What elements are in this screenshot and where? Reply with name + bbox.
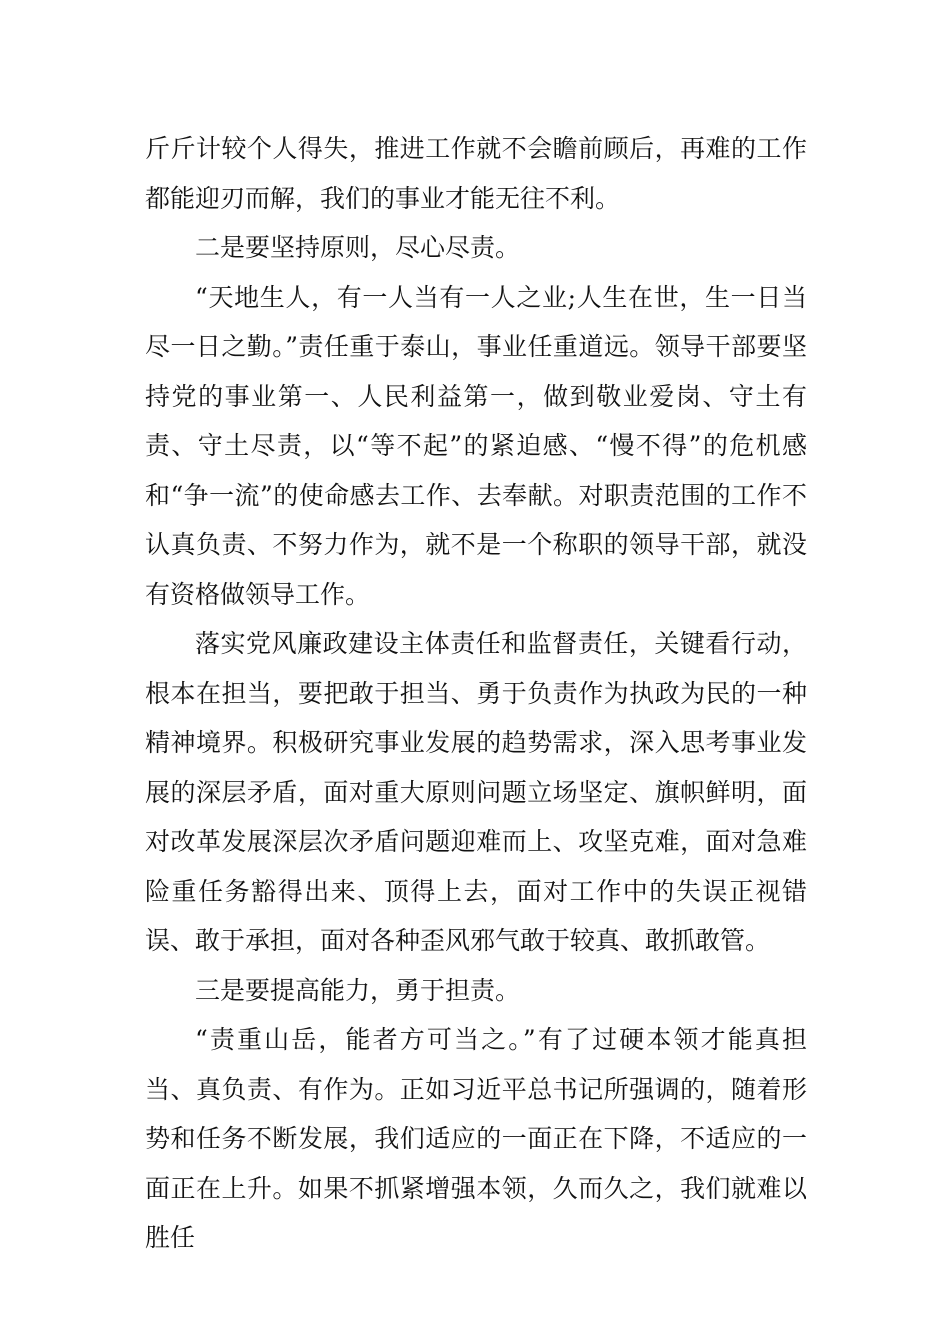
paragraph-4: 落实党风廉政建设主体责任和监督责任，关键看行动，根本在担当，要把敢于担当、勇于负责作为执政为民的一种精神境界。积极研究事业发展的趋势需求，深入思考事业发展的深层矛盾，面对重大原则问题立场坚定、旗帜鲜明，面对改革发展深层次矛盾问题迎难而上、攻坚克难，面对急难险重任务豁得出来、顶得上去，面对工作中的失误正视错误、敢于承担，面对各种歪风邪气敢于较真、敢抓敢管。 (145, 629, 807, 955)
document-page (145, 124, 807, 1263)
paragraph-3: “天地生人，有一人当有一人之业;人生在世，生一日当尽一日之勤。”责任重于泰山，事业任重道远。领导干部要坚持党的事业第一、人民利益第一，做到敬业爱岗、守土有责、守土尽责，以“等不起”的紧迫感、“慢不得”的危机感和“争一流”的使命感去工作、去奉献。对职责范围的工作不认真负责、不努力作为，就不是一个称职的领导干部，就没有资格做领导工作。 (145, 282, 807, 609)
section-heading-two: 二是要坚持原则，尽心尽责。 (195, 233, 521, 262)
section-heading-three: 三是要提高能力，勇于担责。 (195, 975, 521, 1005)
paragraph-6: “责重山岳，能者方可当之。”有了过硬本领才能真担当、真负责、有作为。正如习近平总书记所强调的，随着形势和任务不断发展，我们适应的一面正在下降，不适应的一面正在上升。如果不抓紧增强本领，久而久之，我们就难以胜任 (145, 1025, 807, 1252)
paragraph-1: 斤斤计较个人得失，推进工作就不会瞻前顾后，再难的工作都能迎刃而解，我们的事业才能无往不利。 (145, 134, 807, 213)
